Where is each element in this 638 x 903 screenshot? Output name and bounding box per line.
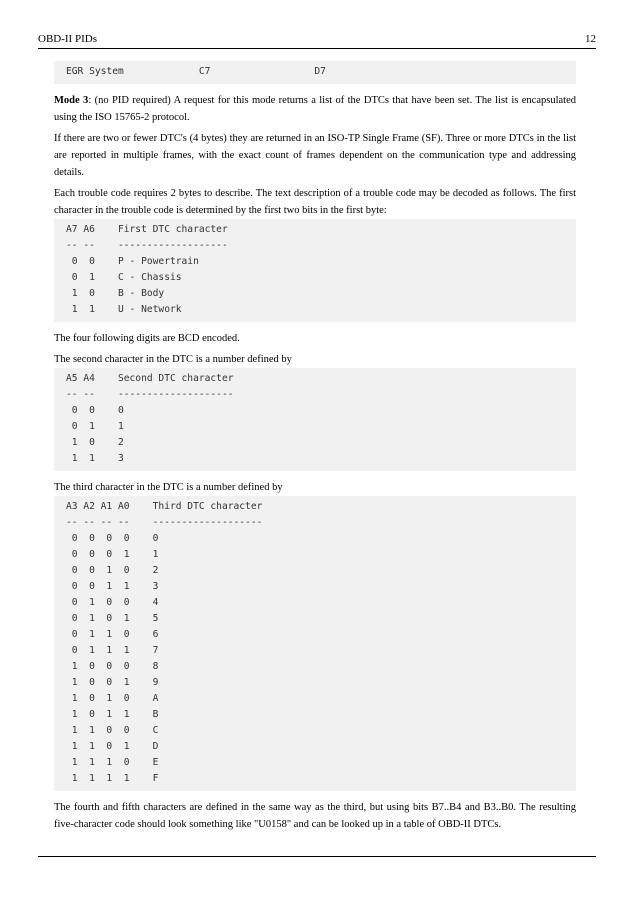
page-header — [38, 30, 596, 49]
dtc-frames-paragraph: If there are two or fewer DTC's (4 bytes) they are returned in an ISO-TP Single Frame (SF). Three or more DTCs in the list are reported in multiple frames, with the exact count of frames dependent on the communication type and addressing details. — [54, 133, 576, 178]
second-character-paragraph: The second character in the DTC is a number defined by — [54, 354, 292, 365]
second-dtc-character-table: A5 A4 Second DTC character -- -- -------------------- 0 0 0 0 1 1 1 0 2 1 1 3 — [54, 368, 576, 471]
egr-system-code-line: EGR System C7 D7 — [54, 61, 576, 84]
third-character-paragraph: The third character in the DTC is a number defined by — [54, 482, 283, 493]
first-dtc-character-table: A7 A6 First DTC character -- -- ------------------- 0 0 P - Powertrain 0 1 C - Chassis 1 0 B - Body 1 1 U - Network — [54, 219, 576, 322]
page-number: 12 — [585, 33, 596, 45]
mode3-label: Mode 3 — [54, 95, 89, 106]
page-content — [54, 61, 576, 833]
footer-divider — [38, 856, 596, 857]
third-dtc-character-table: A3 A2 A1 A0 Third DTC character -- -- -- -- ------------------- 0 0 0 0 0 0 0 0 1 1 0 0 1 0 2 0 0 1 1 3 0 1 0 0 4 0 1 0 1 5 0 1 1 0 6 0 1 1 1 7 1 0 0 0 8 1 0 0 1 9 1 0 1 0 A 1 0 1 1 B 1 1 0 0 C 1 1 0 1 D 1 1 1 0 E 1 1 1 1 F — [54, 496, 576, 791]
bcd-paragraph: The four following digits are BCD encoded. — [54, 333, 240, 344]
mode3-description: : (no PID required) A request for this mode returns a list of the DTCs that have been set. The list is encapsulated using the ISO 15765-2 protocol. — [54, 95, 576, 123]
fourth-fifth-character-paragraph: The fourth and fifth characters are defined in the same way as the third, but using bits B7..B4 and B3..B0. The resulting five-character code should look something like "U0158" and can be looked up in a table of OBD-II DTCs. — [54, 802, 576, 830]
mode3-paragraph — [54, 92, 576, 126]
trouble-code-paragraph: Each trouble code requires 2 bytes to describe. The text description of a trouble code may be decoded as follows. The first character in the trouble code is determined by the first two bits in the first byte: — [54, 188, 576, 216]
document-title: OBD-II PIDs — [38, 33, 97, 45]
